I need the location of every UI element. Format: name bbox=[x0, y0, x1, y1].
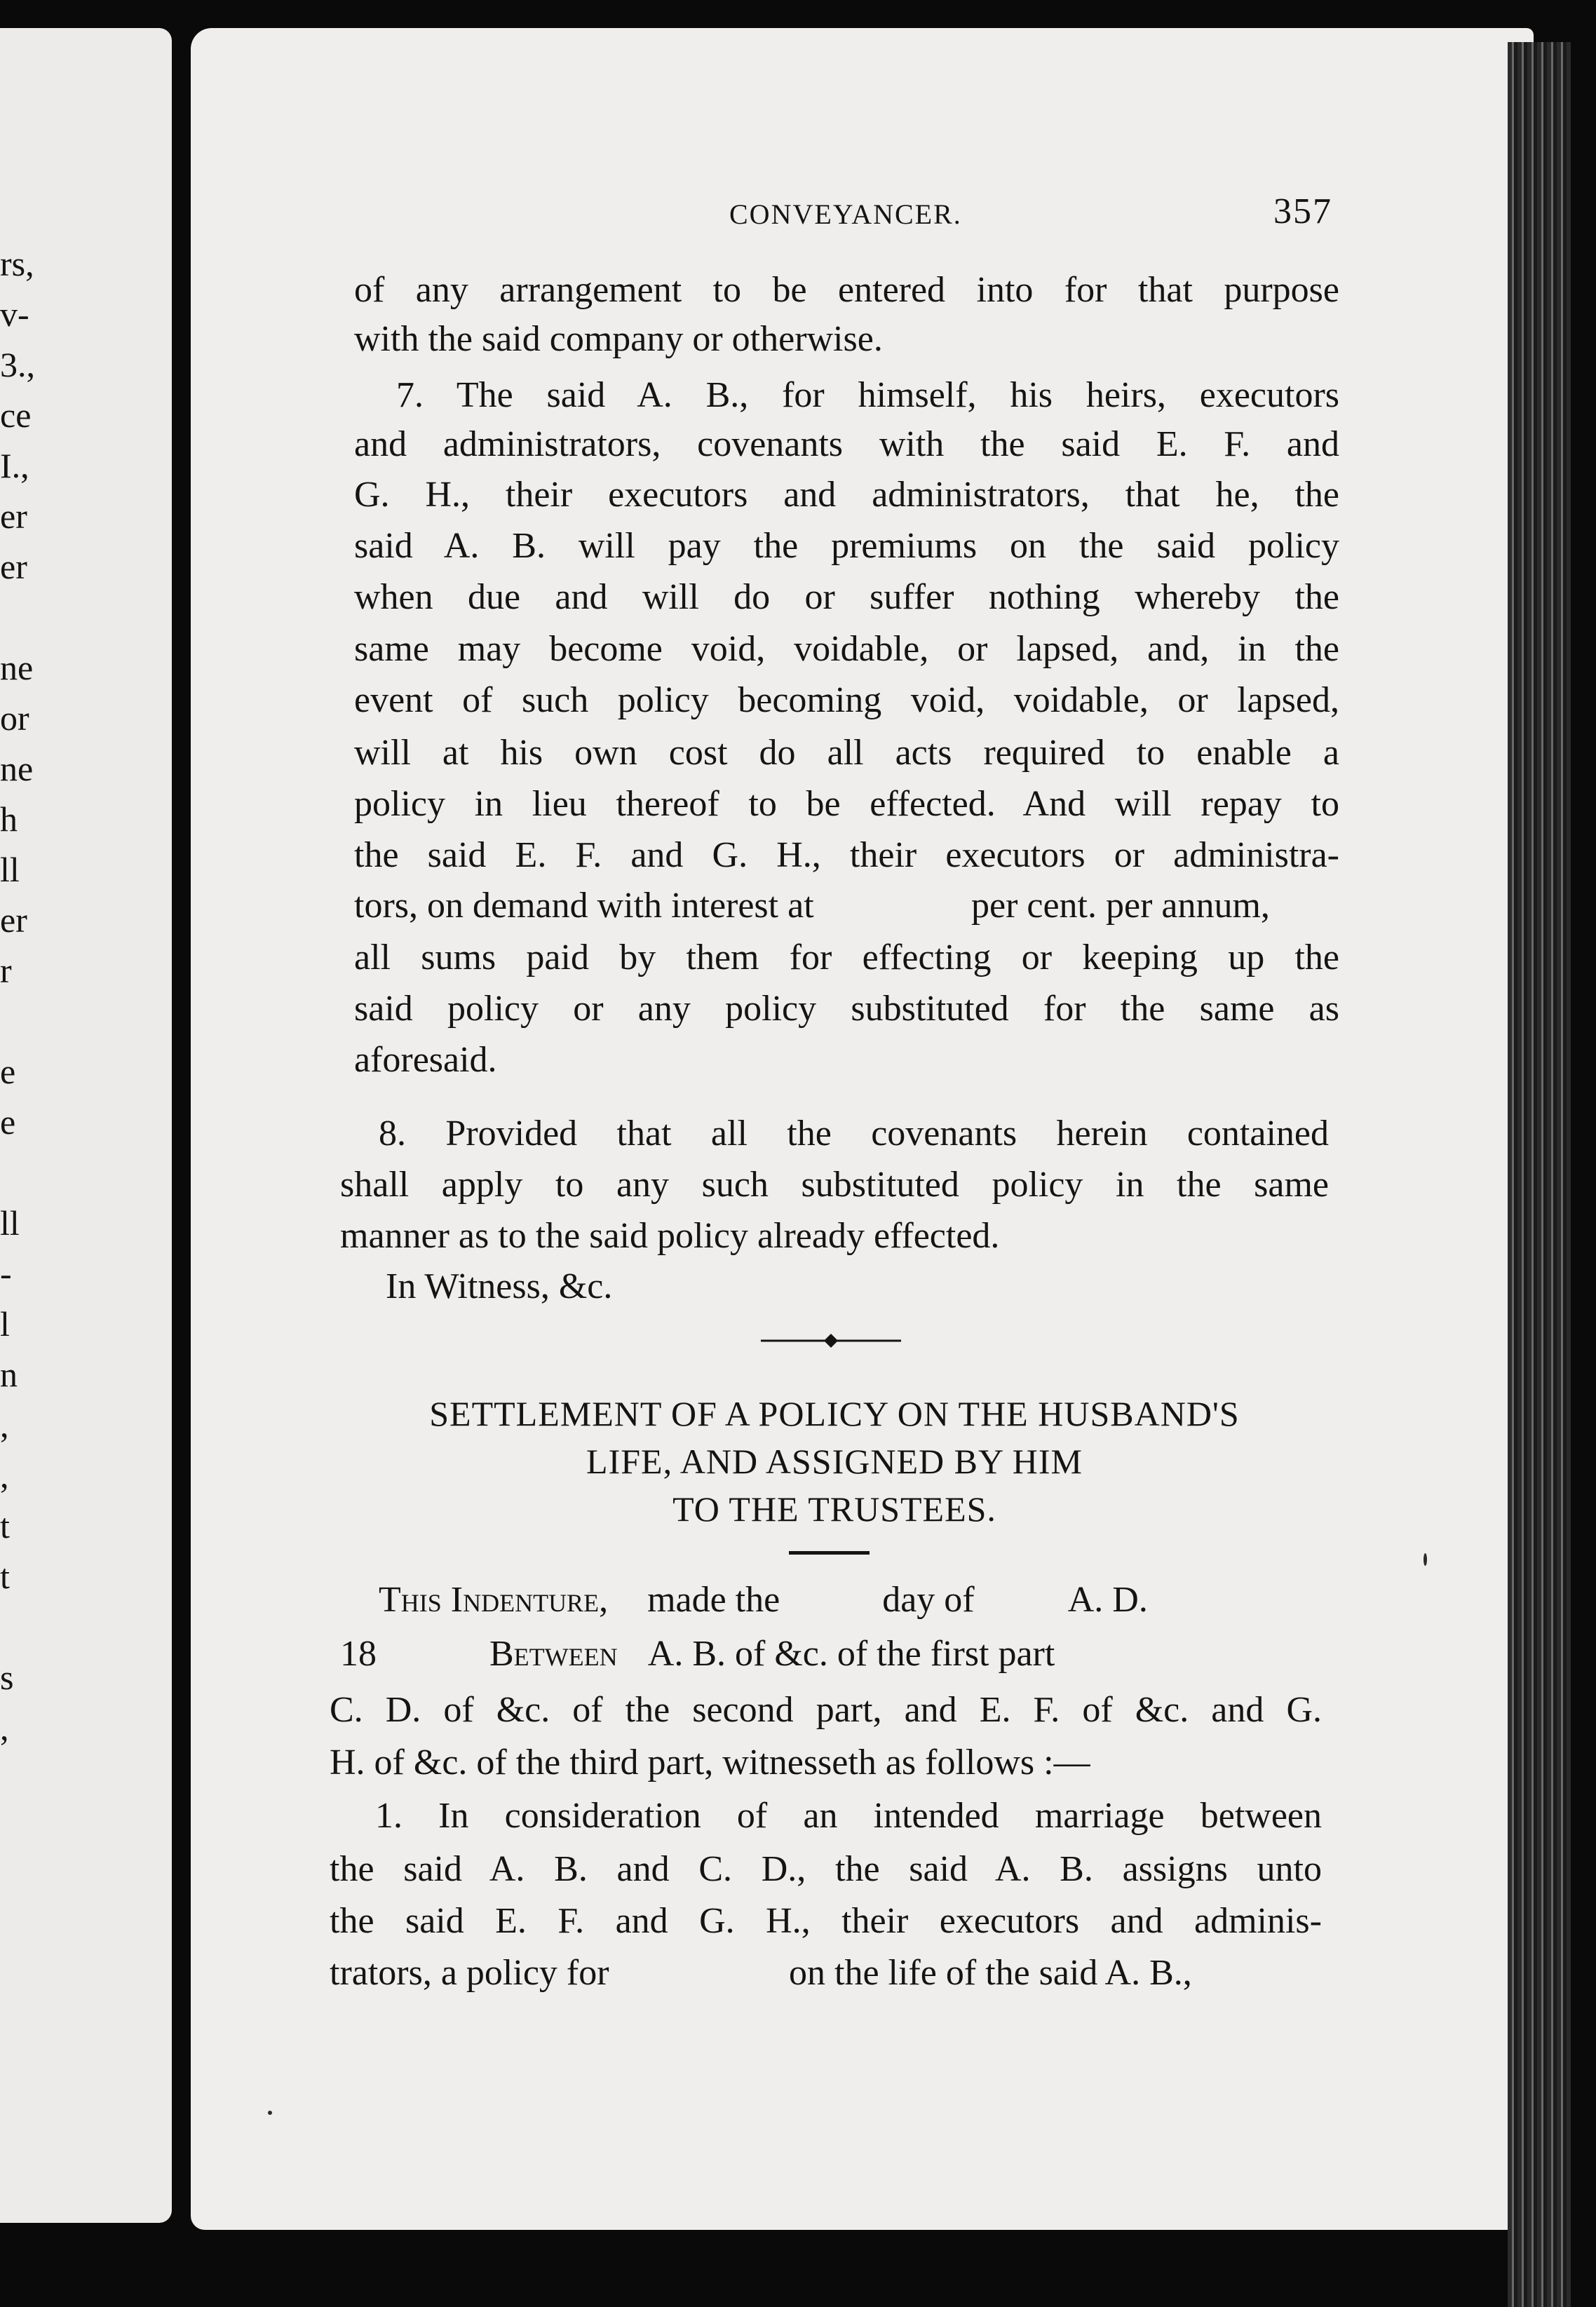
facing-page-fragment: ll bbox=[0, 850, 20, 889]
facing-page-fragment: s bbox=[0, 1658, 14, 1697]
text-line: of any arrangement to be entered into for that purpose bbox=[354, 270, 1339, 310]
facing-page-fragment: r bbox=[0, 951, 12, 990]
text-line: C. D. of &c. of the second part, and E. F. of &c. and G. bbox=[330, 1690, 1322, 1730]
text-line: the said E. F. and G. H., their executors or administra- bbox=[354, 835, 1339, 875]
text-line: aforesaid. bbox=[354, 1040, 497, 1080]
section-heading-line: LIFE, AND ASSIGNED BY HIM bbox=[586, 1442, 1083, 1481]
facing-page-fragment: e bbox=[0, 1102, 16, 1142]
facing-page-fragment: ne bbox=[0, 749, 34, 788]
speck bbox=[268, 2111, 272, 2115]
text-line: trators, a policy for bbox=[330, 1953, 609, 1993]
speck bbox=[1423, 1553, 1427, 1566]
text-line: will at his own cost do all acts required to enable a bbox=[354, 733, 1339, 773]
facing-page-fragment: h bbox=[0, 799, 18, 839]
text-line: policy in lieu thereof to be effected. And will repay to bbox=[354, 784, 1339, 824]
phrase: A. D. bbox=[1067, 1580, 1148, 1620]
facing-page-fragment: - bbox=[0, 1254, 12, 1293]
facing-page-fragment: t bbox=[0, 1557, 10, 1596]
facing-page-fragment: v- bbox=[0, 295, 29, 334]
facing-page-fragment bbox=[0, 1147, 63, 1198]
text-line: 1. In consideration of an intended marriage between bbox=[375, 1796, 1322, 1836]
phrase: 18 bbox=[340, 1634, 377, 1674]
facing-page-fragment: er bbox=[0, 900, 27, 940]
text-line bbox=[340, 1630, 1329, 1678]
text-line-tail: on the life of the said A. B., bbox=[789, 1953, 1192, 1993]
text-line: the said E. F. and G. H., their executors and adminis- bbox=[330, 1901, 1322, 1941]
facing-page-fragment: er bbox=[0, 496, 27, 536]
text-line: when due and will do or suffer nothing whereby the bbox=[354, 577, 1339, 617]
text-line: In Witness, &c. bbox=[386, 1266, 613, 1306]
text-line-tail: per cent. per annum, bbox=[971, 886, 1270, 926]
facing-page-text-edge bbox=[0, 238, 63, 1753]
text-line: the said A. B. and C. D., the said A. B. assigns unto bbox=[330, 1849, 1322, 1889]
facing-page-fragment bbox=[0, 996, 63, 1046]
text-line: all sums paid by them for effecting or keeping up the bbox=[354, 938, 1339, 977]
phrase: A. B. of &c. of the first part bbox=[647, 1634, 1055, 1674]
running-head-title: CONVEYANCER. bbox=[729, 198, 962, 230]
facing-page-fragment: , bbox=[0, 1456, 9, 1495]
facing-page-fragment: n bbox=[0, 1355, 18, 1394]
text-line bbox=[379, 1576, 1332, 1624]
facing-page bbox=[0, 28, 172, 2223]
page-number: 357 bbox=[1273, 191, 1332, 231]
facing-page-fragment: ll bbox=[0, 1203, 20, 1243]
facing-page-fragment: I., bbox=[0, 446, 29, 485]
text-line: tors, on demand with interest at bbox=[354, 886, 814, 926]
section-heading-line: TO THE TRUSTEES. bbox=[672, 1489, 996, 1529]
small-caps-phrase: This Indenture, bbox=[379, 1580, 609, 1620]
facing-page-fragment: , bbox=[0, 1405, 9, 1445]
facing-page-fragment: e bbox=[0, 1052, 16, 1091]
text-line: shall apply to any such substituted policy in the same bbox=[340, 1165, 1329, 1205]
phrase: day of bbox=[882, 1580, 975, 1620]
text-line: said policy or any policy substituted for the same as bbox=[354, 989, 1339, 1029]
small-caps-phrase: Between bbox=[489, 1634, 618, 1674]
facing-page-fragment bbox=[0, 1602, 63, 1652]
text-line: 7. The said A. B., for himself, his heirs, executors bbox=[396, 375, 1339, 415]
facing-page-fragment: l bbox=[0, 1304, 10, 1344]
text-line: manner as to the said policy already effected. bbox=[340, 1216, 1000, 1256]
text-line: event of such policy becoming void, voidable, or lapsed, bbox=[354, 680, 1339, 720]
facing-page-fragment bbox=[0, 592, 63, 642]
facing-page-fragment: , bbox=[0, 1708, 9, 1747]
facing-page-fragment: er bbox=[0, 547, 27, 586]
text-line: same may become void, voidable, or lapsed, and, in the bbox=[354, 629, 1339, 669]
page-block-edge bbox=[1508, 42, 1571, 2307]
facing-page-fragment: 3., bbox=[0, 345, 35, 384]
short-rule bbox=[789, 1551, 870, 1555]
text-line: and administrators, covenants with the said E. F. and bbox=[354, 424, 1339, 464]
facing-page-fragment: t bbox=[0, 1506, 10, 1545]
text-line: H. of &c. of the third part, witnesseth as follows :— bbox=[330, 1743, 1090, 1782]
running-header bbox=[729, 191, 1332, 240]
text-line: 8. Provided that all the covenants herein contained bbox=[379, 1114, 1329, 1154]
facing-page-fragment: rs, bbox=[0, 244, 34, 283]
facing-page-fragment: ne bbox=[0, 648, 34, 687]
facing-page-fragment: or bbox=[0, 698, 29, 738]
text-line: said A. B. will pay the premiums on the said policy bbox=[354, 526, 1339, 566]
phrase: made the bbox=[647, 1580, 780, 1620]
section-heading-line: SETTLEMENT OF A POLICY ON THE HUSBAND'S bbox=[429, 1394, 1240, 1433]
text-line: with the said company or otherwise. bbox=[354, 319, 883, 359]
facing-page-fragment: ce bbox=[0, 395, 32, 435]
text-line: G. H., their executors and administrators, that he, the bbox=[354, 475, 1339, 515]
ornament-divider bbox=[761, 1332, 901, 1349]
